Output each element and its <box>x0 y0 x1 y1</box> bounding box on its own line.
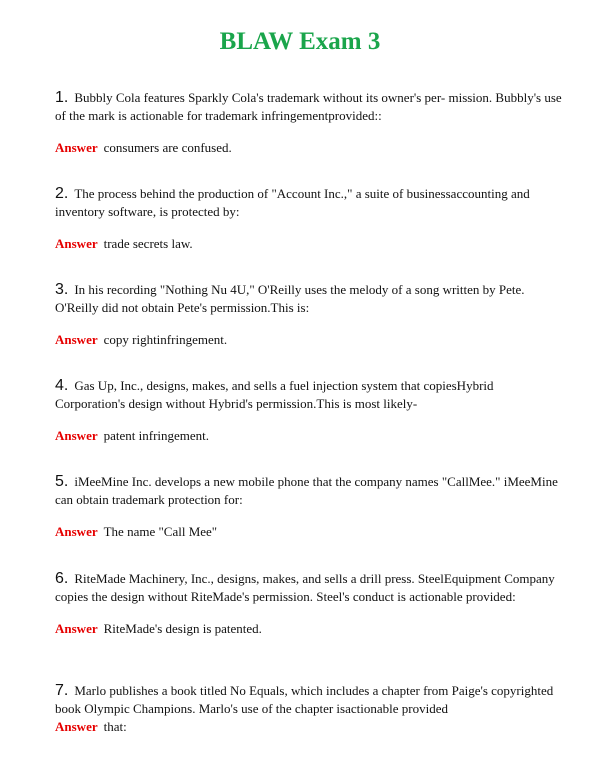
question-6 <box>55 570 565 638</box>
question-number: 7. <box>55 682 69 699</box>
answer-label: Answer <box>55 621 98 636</box>
question-number: 5. <box>55 473 69 490</box>
question-text <box>55 682 565 718</box>
page-title: BLAW Exam 3 <box>219 28 381 55</box>
question-body: Gas Up, Inc., designs, makes, and sells a fuel injection system that copiesHybrid Corporation's design without Hybrid's permission.This is most likely- <box>55 378 494 411</box>
question-body: Bubbly Cola features Sparkly Cola's trademark without its owner's per- mission. Bubbly's use of the mark is actionable for trademark infringementprovided:: <box>55 90 562 123</box>
question-3 <box>55 281 565 349</box>
question-5 <box>55 473 565 541</box>
question-1 <box>55 89 565 157</box>
answer-label: Answer <box>55 236 98 251</box>
answer-text: copy rightinfringement. <box>103 332 228 347</box>
answer-text: that: <box>103 719 127 734</box>
answer-label: Answer <box>55 524 98 539</box>
answer-label: Answer <box>55 332 98 347</box>
question-text <box>55 377 565 413</box>
answer-text: patent infringement. <box>103 428 210 443</box>
question-number: 1. <box>55 89 69 106</box>
answer-line <box>55 523 565 541</box>
answer-text: RiteMade's design is patented. <box>103 621 262 636</box>
question-4 <box>55 377 565 445</box>
answer-label: Answer <box>55 428 98 443</box>
answer-text: trade secrets law. <box>103 236 193 251</box>
answer-label: Answer <box>55 719 98 734</box>
question-body: In his recording "Nothing Nu 4U," O'Reilly uses the melody of a song written by Pete. O'Reilly did not obtain Pete's permission.This is: <box>55 282 525 315</box>
question-number: 4. <box>55 377 69 394</box>
answer-line <box>55 427 565 445</box>
question-body: The process behind the production of "Account Inc.," a suite of businessaccounting and inventory software, is protected by: <box>55 186 530 219</box>
answer-label: Answer <box>55 140 98 155</box>
question-text <box>55 473 565 509</box>
question-7 <box>55 682 565 736</box>
answer-line <box>55 718 565 736</box>
question-text <box>55 185 565 221</box>
question-number: 2. <box>55 185 69 202</box>
question-text <box>55 570 565 606</box>
answer-text: The name "Call Mee" <box>103 524 218 539</box>
question-body: iMeeMine Inc. develops a new mobile phone that the company names "CallMee." iMeeMine can obtain trademark protection for: <box>55 474 558 507</box>
question-text <box>55 89 565 125</box>
question-2 <box>55 185 565 253</box>
question-number: 6. <box>55 570 69 587</box>
answer-line <box>55 331 565 349</box>
question-number: 3. <box>55 281 69 298</box>
answer-line <box>55 139 565 157</box>
question-text <box>55 281 565 317</box>
answer-text: consumers are confused. <box>103 140 232 155</box>
answer-line <box>55 620 565 638</box>
question-body: RiteMade Machinery, Inc., designs, makes, and sells a drill press. SteelEquipment Company copies the design without RiteMade's permission. Steel's conduct is actionable provided: <box>55 571 555 604</box>
answer-line <box>55 235 565 253</box>
question-body: Marlo publishes a book titled No Equals, which includes a chapter from Paige's copyrighted book Olympic Champions. Marlo's use of the chapter isactionable provided <box>55 683 554 716</box>
